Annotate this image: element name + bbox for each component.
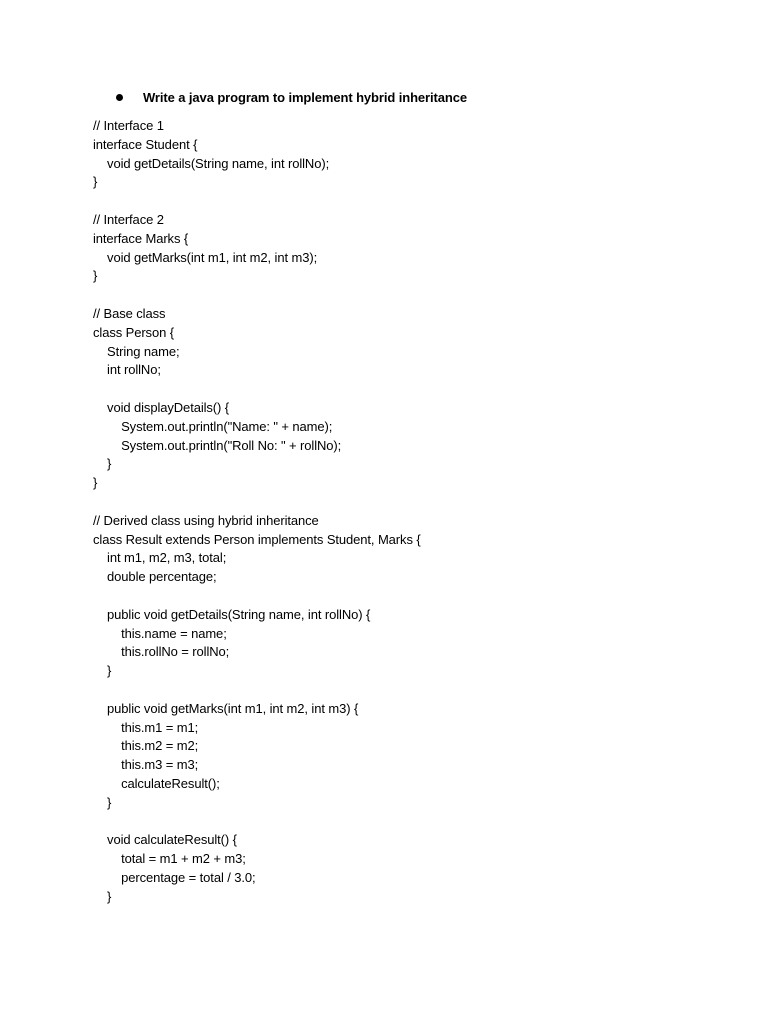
code-line: // Derived class using hybrid inheritance	[93, 512, 319, 528]
bullet-icon	[116, 94, 123, 101]
code-line: System.out.println("Name: " + name);	[93, 418, 333, 434]
code-line: int m1, m2, m3, total;	[93, 550, 227, 566]
code-line: }	[93, 663, 112, 679]
code-line: percentage = total / 3.0;	[93, 869, 256, 885]
code-line: }	[93, 268, 98, 284]
code-line: interface Student {	[93, 136, 198, 152]
code-line: calculateResult();	[93, 775, 220, 791]
code-line: }	[93, 174, 98, 190]
code-line: void getMarks(int m1, int m2, int m3);	[93, 249, 318, 265]
code-line: this.m2 = m2;	[93, 738, 199, 754]
code-line	[93, 681, 421, 700]
code-line: this.m3 = m3;	[93, 757, 199, 773]
code-line: interface Marks {	[93, 230, 189, 246]
code-block	[93, 117, 421, 906]
code-line: int rollNo;	[93, 362, 161, 378]
code-line: public void getDetails(String name, int rollNo) {	[93, 606, 371, 622]
code-line	[93, 812, 421, 831]
code-line: public void getMarks(int m1, int m2, int m3) {	[93, 700, 359, 716]
code-line: }	[93, 888, 112, 904]
code-line: this.name = name;	[93, 625, 227, 641]
code-line: void getDetails(String name, int rollNo);	[93, 155, 330, 171]
code-line: String name;	[93, 343, 180, 359]
code-line: class Result extends Person implements Student, Marks {	[93, 531, 421, 547]
code-line: }	[93, 456, 112, 472]
code-line	[93, 380, 421, 399]
code-line: // Interface 1	[93, 118, 164, 133]
code-line: double percentage;	[93, 569, 217, 585]
heading-text: Write a java program to implement hybrid inheritance	[143, 89, 467, 105]
code-line: total = m1 + m2 + m3;	[93, 851, 246, 867]
code-line: }	[93, 794, 112, 810]
code-line	[93, 286, 421, 305]
code-line: void calculateResult() {	[93, 832, 237, 848]
code-line: System.out.println("Roll No: " + rollNo);	[93, 437, 342, 453]
code-line: }	[93, 475, 98, 491]
code-line: class Person {	[93, 324, 174, 340]
code-line: this.rollNo = rollNo;	[93, 644, 230, 660]
code-line	[93, 192, 421, 211]
code-line: // Interface 2	[93, 211, 164, 227]
code-line	[93, 493, 421, 512]
code-line: this.m1 = m1;	[93, 719, 199, 735]
code-line	[93, 587, 421, 606]
heading-bullet-item	[113, 87, 467, 107]
code-line: // Base class	[93, 305, 166, 321]
code-line: void displayDetails() {	[93, 399, 230, 415]
